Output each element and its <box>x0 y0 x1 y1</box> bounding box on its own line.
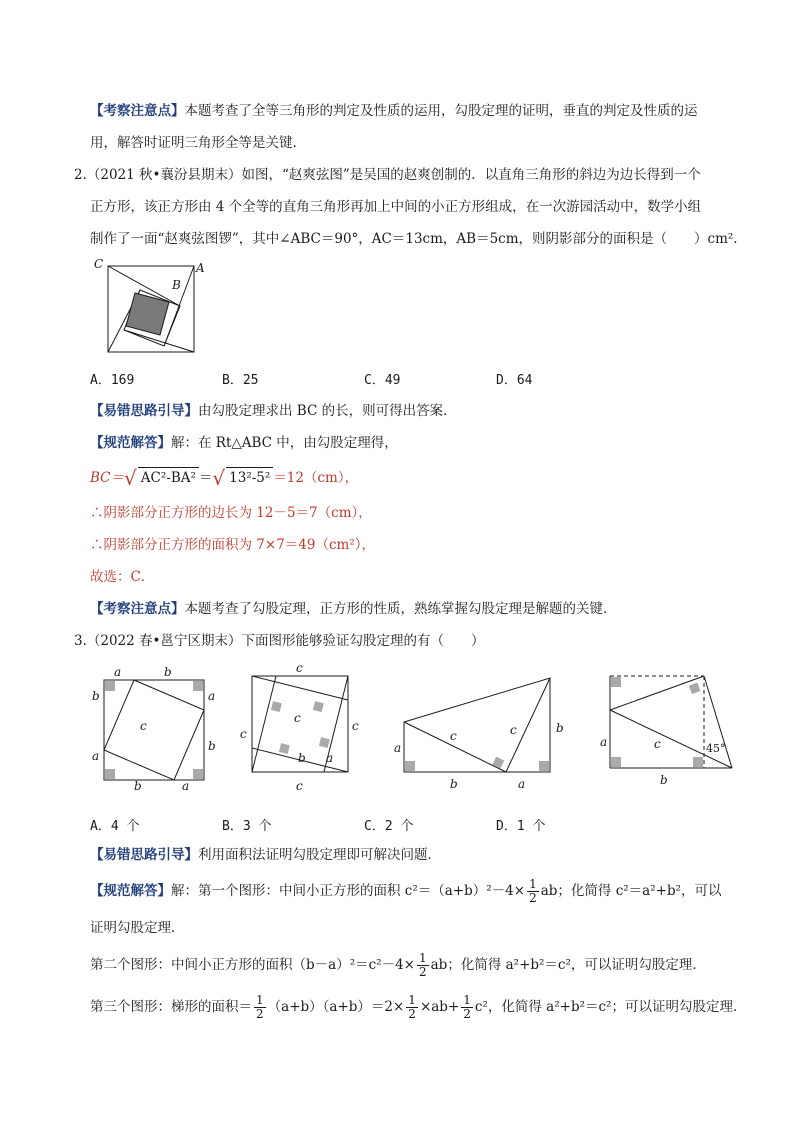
q2-answer-intro: 【规范解答】解：在 Rt△ABC 中，由勾股定理得， <box>90 435 398 451</box>
fig1-label-b-left: b <box>92 689 100 703</box>
q2-choice: 故选：C． <box>90 569 155 585</box>
fig3-label-a-left: a <box>394 741 402 755</box>
fig1-label-a-bottom: a <box>182 779 190 793</box>
q2-option-c: C．49 <box>364 373 401 388</box>
q3-answer-fig2: 第二个图形：中间小正方形的面积（b－a）²＝c²－4× $\frac{1}{2}$ ab；化简得 a²+b²＝c²，可以证明勾股定理． <box>90 951 706 979</box>
fraction-half: $\frac{1}{2}$ <box>418 951 427 979</box>
q2-formula: BC＝√ AC²-BA² ＝√ 13²-5² ＝12（cm）， <box>90 466 359 490</box>
fig4-label-angle: 45° <box>706 742 726 755</box>
fig2-label-b: b <box>298 751 306 765</box>
q3-option-c: C．2 个 <box>364 819 414 834</box>
fig4-label-c: c <box>654 737 661 751</box>
fig3-label-b-bottom: b <box>450 777 458 791</box>
fig3-label-a-bottom: a <box>518 777 526 791</box>
q3-answer-fig1-cont: 证明勾股定理． <box>90 920 185 936</box>
fig2-label-a: a <box>326 751 334 765</box>
label-c: C <box>94 257 104 271</box>
q2-hint: 【易错思路引导】由勾股定理求出 BC 的长，则可得出答案． <box>90 403 457 419</box>
zhao-shuang-figure <box>92 257 205 358</box>
q3-hint: 【易错思路引导】利用面积法证明勾股定理即可解决问题． <box>90 847 441 863</box>
fig3-label-c-right: c <box>510 723 517 737</box>
q3-figure-1 <box>88 664 228 794</box>
fig2-label-c-right: c <box>352 719 359 733</box>
fig2-label-c-bottom: c <box>296 779 303 793</box>
q3-option-b: B．3 个 <box>222 819 272 834</box>
fraction-half: $\frac{1}{2}$ <box>408 993 416 1021</box>
q3-option-a: A．4 个 <box>90 819 140 834</box>
q3-stem: 3.（2022 春•邕宁区期末）下面图形能够验证勾股定理的有（ ） <box>74 633 485 649</box>
fig1-label-c: c <box>140 719 147 733</box>
top-note-line2: 用，解答时证明三角形全等是关键. <box>90 135 297 151</box>
top-note-line1: 【考察注意点】本题考查了全等三角形的判定及性质的运用，勾股定理的证明，垂直的判定及性质的运 <box>90 103 698 119</box>
q2-option-a: A．169 <box>90 373 135 388</box>
fig3-label-b-right: b <box>556 721 564 735</box>
fig1-label-b-right: b <box>208 739 216 753</box>
fraction-half: $\frac{1}{2}$ <box>256 993 264 1021</box>
q2-stem-line2: 正方形，该正方形由 4 个全等的直角三角形再加上中间的小正方形组成，在一次游园活动中，数学小组 <box>90 199 702 215</box>
fig1-label-a-top: a <box>114 665 122 679</box>
q2-stem-line1: 2.（2021 秋•襄汾县期末）如图，“赵爽弦图”是吴国的赵爽创制的．以直角三角形的斜边为边长得到一个 <box>74 167 701 183</box>
fig2-label-c-left: c <box>240 727 247 741</box>
fig2-label-c-top: c <box>296 661 303 675</box>
fig3-label-c-left: c <box>450 729 457 743</box>
q3-answer-fig1: 【规范解答】解：第一个图形：中间小正方形的面积 c²＝（a+b）²－4× $\frac{1}{2}$ ab；化简得 c²＝a²+b²，可以 <box>90 877 722 905</box>
label-b: B <box>172 278 181 292</box>
q3-figure-3 <box>390 664 570 794</box>
q2-note: 【考察注意点】本题考查了勾股定理，正方形的性质，熟练掌握勾股定理是解题的关键． <box>90 601 617 617</box>
fraction-half: $\frac{1}{2}$ <box>529 877 537 905</box>
fig4-label-b: b <box>660 773 668 787</box>
q2-option-d: D．64 <box>496 373 533 388</box>
fig1-label-a-left: a <box>92 749 100 763</box>
q2-step1: ∴阴影部分正方形的边长为 12－5＝7（cm）， <box>90 505 372 521</box>
q2-option-b: B．25 <box>222 373 259 388</box>
q2-step2: ∴阴影部分正方形的面积为 7×7＝49（cm²）， <box>90 537 375 553</box>
q3-option-d: D．1 个 <box>496 819 546 834</box>
label-a: A <box>196 261 205 275</box>
fig1-label-a-right: a <box>208 689 216 703</box>
q2-stem-line3: 制作了一面“赵爽弦图锣”，其中∠ABC＝90°，AC＝13cm，AB＝5cm，则阴影部分的面积是（ ）cm². <box>90 231 738 247</box>
fig2-label-c-inner: c <box>294 711 301 725</box>
fig1-label-b-bottom: b <box>134 779 142 793</box>
fig4-label-a: a <box>600 735 608 749</box>
fig1-label-b-top: b <box>164 665 172 679</box>
q3-answer-fig3: 第三个图形：梯形的面积＝ $\frac{1}{2}$ （a+b）（a+b）＝2× $\frac{1}{2}$ ×ab+ $\frac{1}{2}$ c²，化简得 a²+b²＝c²；可以证明勾股定理． <box>90 993 747 1021</box>
q3-figure-4 <box>592 664 742 794</box>
q3-figure-2 <box>236 661 366 794</box>
fraction-half: $\frac{1}{2}$ <box>463 993 471 1021</box>
